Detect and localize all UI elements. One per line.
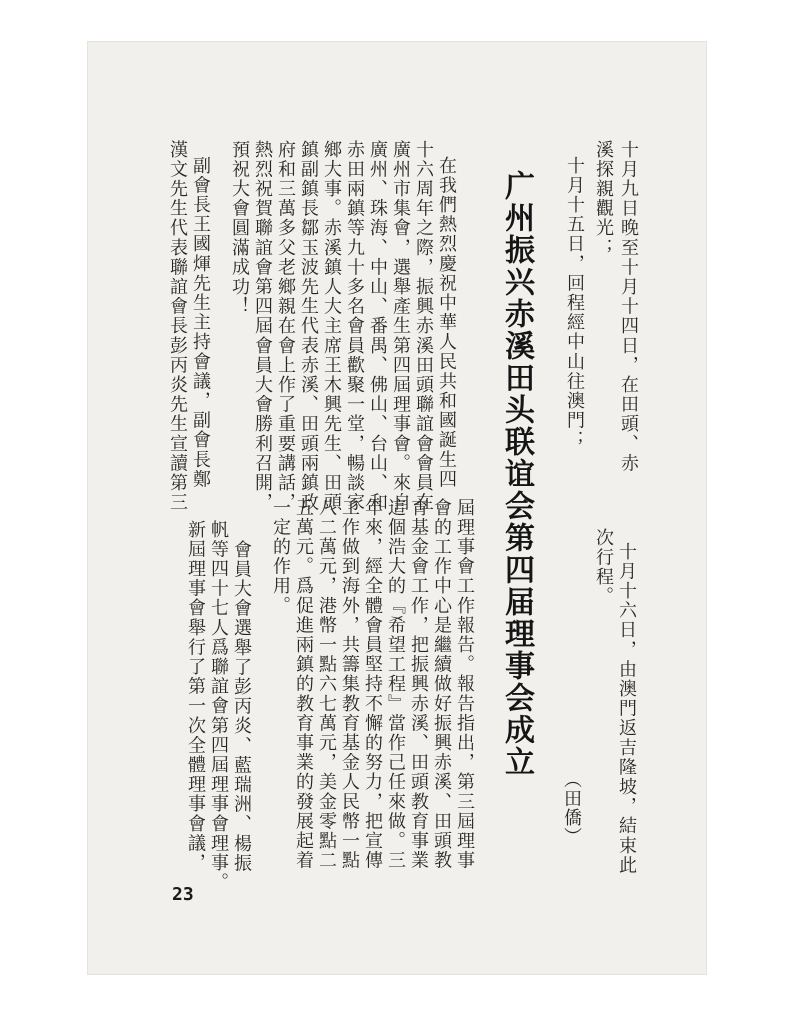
body-line: 副會長王國煇先生主持會議，副會長鄭 [190, 156, 211, 490]
document-page [88, 42, 706, 974]
body-line: 漢文先生代表聯誼會長彭丙炎先生宣讀第三 [167, 140, 188, 513]
body-line: 這個浩大的『希望工程』當作己任來做。三 [385, 498, 406, 871]
body-line: 年來，經全體會員堅持不懈的努力，把宣傳 [362, 498, 383, 871]
body-line: 熱烈祝賀聯誼會第四屆會員大會勝利召開， [252, 140, 273, 513]
body-line: 會員大會選舉了彭丙炎、藍瑞洲、楊振 [231, 540, 252, 874]
body-line: 帆等四十七人爲聯誼會第四屆理事會理事。 [208, 520, 229, 893]
body-line: 府和三萬多父老鄉親在會上作了重要講話， [275, 140, 296, 513]
body-line: 在我們熱烈慶祝中華人民共和國誕生四 [436, 156, 457, 490]
upper-right-line: 溪探親觀光； [593, 140, 614, 258]
body-line: 廣州、珠海、中山、番禺、佛山、台山、和 [367, 140, 388, 513]
article-title: 广州振兴赤溪田头联谊会第四届理事会成立 [499, 170, 534, 778]
lower-right-line: 次行程。 [593, 528, 614, 607]
body-line: 八二萬元，港幣一點六七萬元，美金零點二 [316, 498, 337, 871]
body-line: 鄉大事。赤溪鎮人大主席王木興先生、田頭 [321, 140, 342, 513]
body-line: 屆理事會工作報告。報告指出，第三屆理事 [454, 498, 475, 871]
upper-right-line: 十月九日晚至十月十四日，在田頭、赤 [618, 140, 639, 474]
body-line: 會的工作中心是繼續做好振興赤溪、田頭教 [431, 498, 452, 871]
page-number: 23 [172, 884, 194, 905]
upper-right-line: 十月十五日，回程經中山往澳門； [564, 156, 585, 450]
body-line: 五萬元。爲促進兩鎮的教育事業的發展起着 [293, 498, 314, 871]
body-line: 廣州市集會，選舉產生第四屆理事會。來自 [390, 140, 411, 513]
lower-right-line: 十月十六日，由澳門返吉隆坡，結束此 [616, 542, 637, 876]
body-line: 育基金會工作，把振興赤溪、田頭教育事業 [408, 498, 429, 871]
body-line: 新屆理事會舉行了第一次全體理事會議， [185, 520, 206, 873]
body-line: 十六周年之際，振興赤溪田頭聯誼會會員在 [413, 140, 434, 513]
author-signature: （田僑） [561, 770, 582, 846]
body-line: 一定的作用。 [270, 498, 291, 616]
body-line: 鎮副鎮長鄒玉波先生代表赤溪、田頭兩鎮政 [298, 140, 319, 513]
body-line: 工作做到海外，共籌集教育基金人民幣一點 [339, 498, 360, 871]
body-line: 赤田兩鎮等九十多名會員歡聚一堂，暢談家 [344, 140, 365, 513]
body-line: 預祝大會圓滿成功！ [229, 140, 250, 317]
